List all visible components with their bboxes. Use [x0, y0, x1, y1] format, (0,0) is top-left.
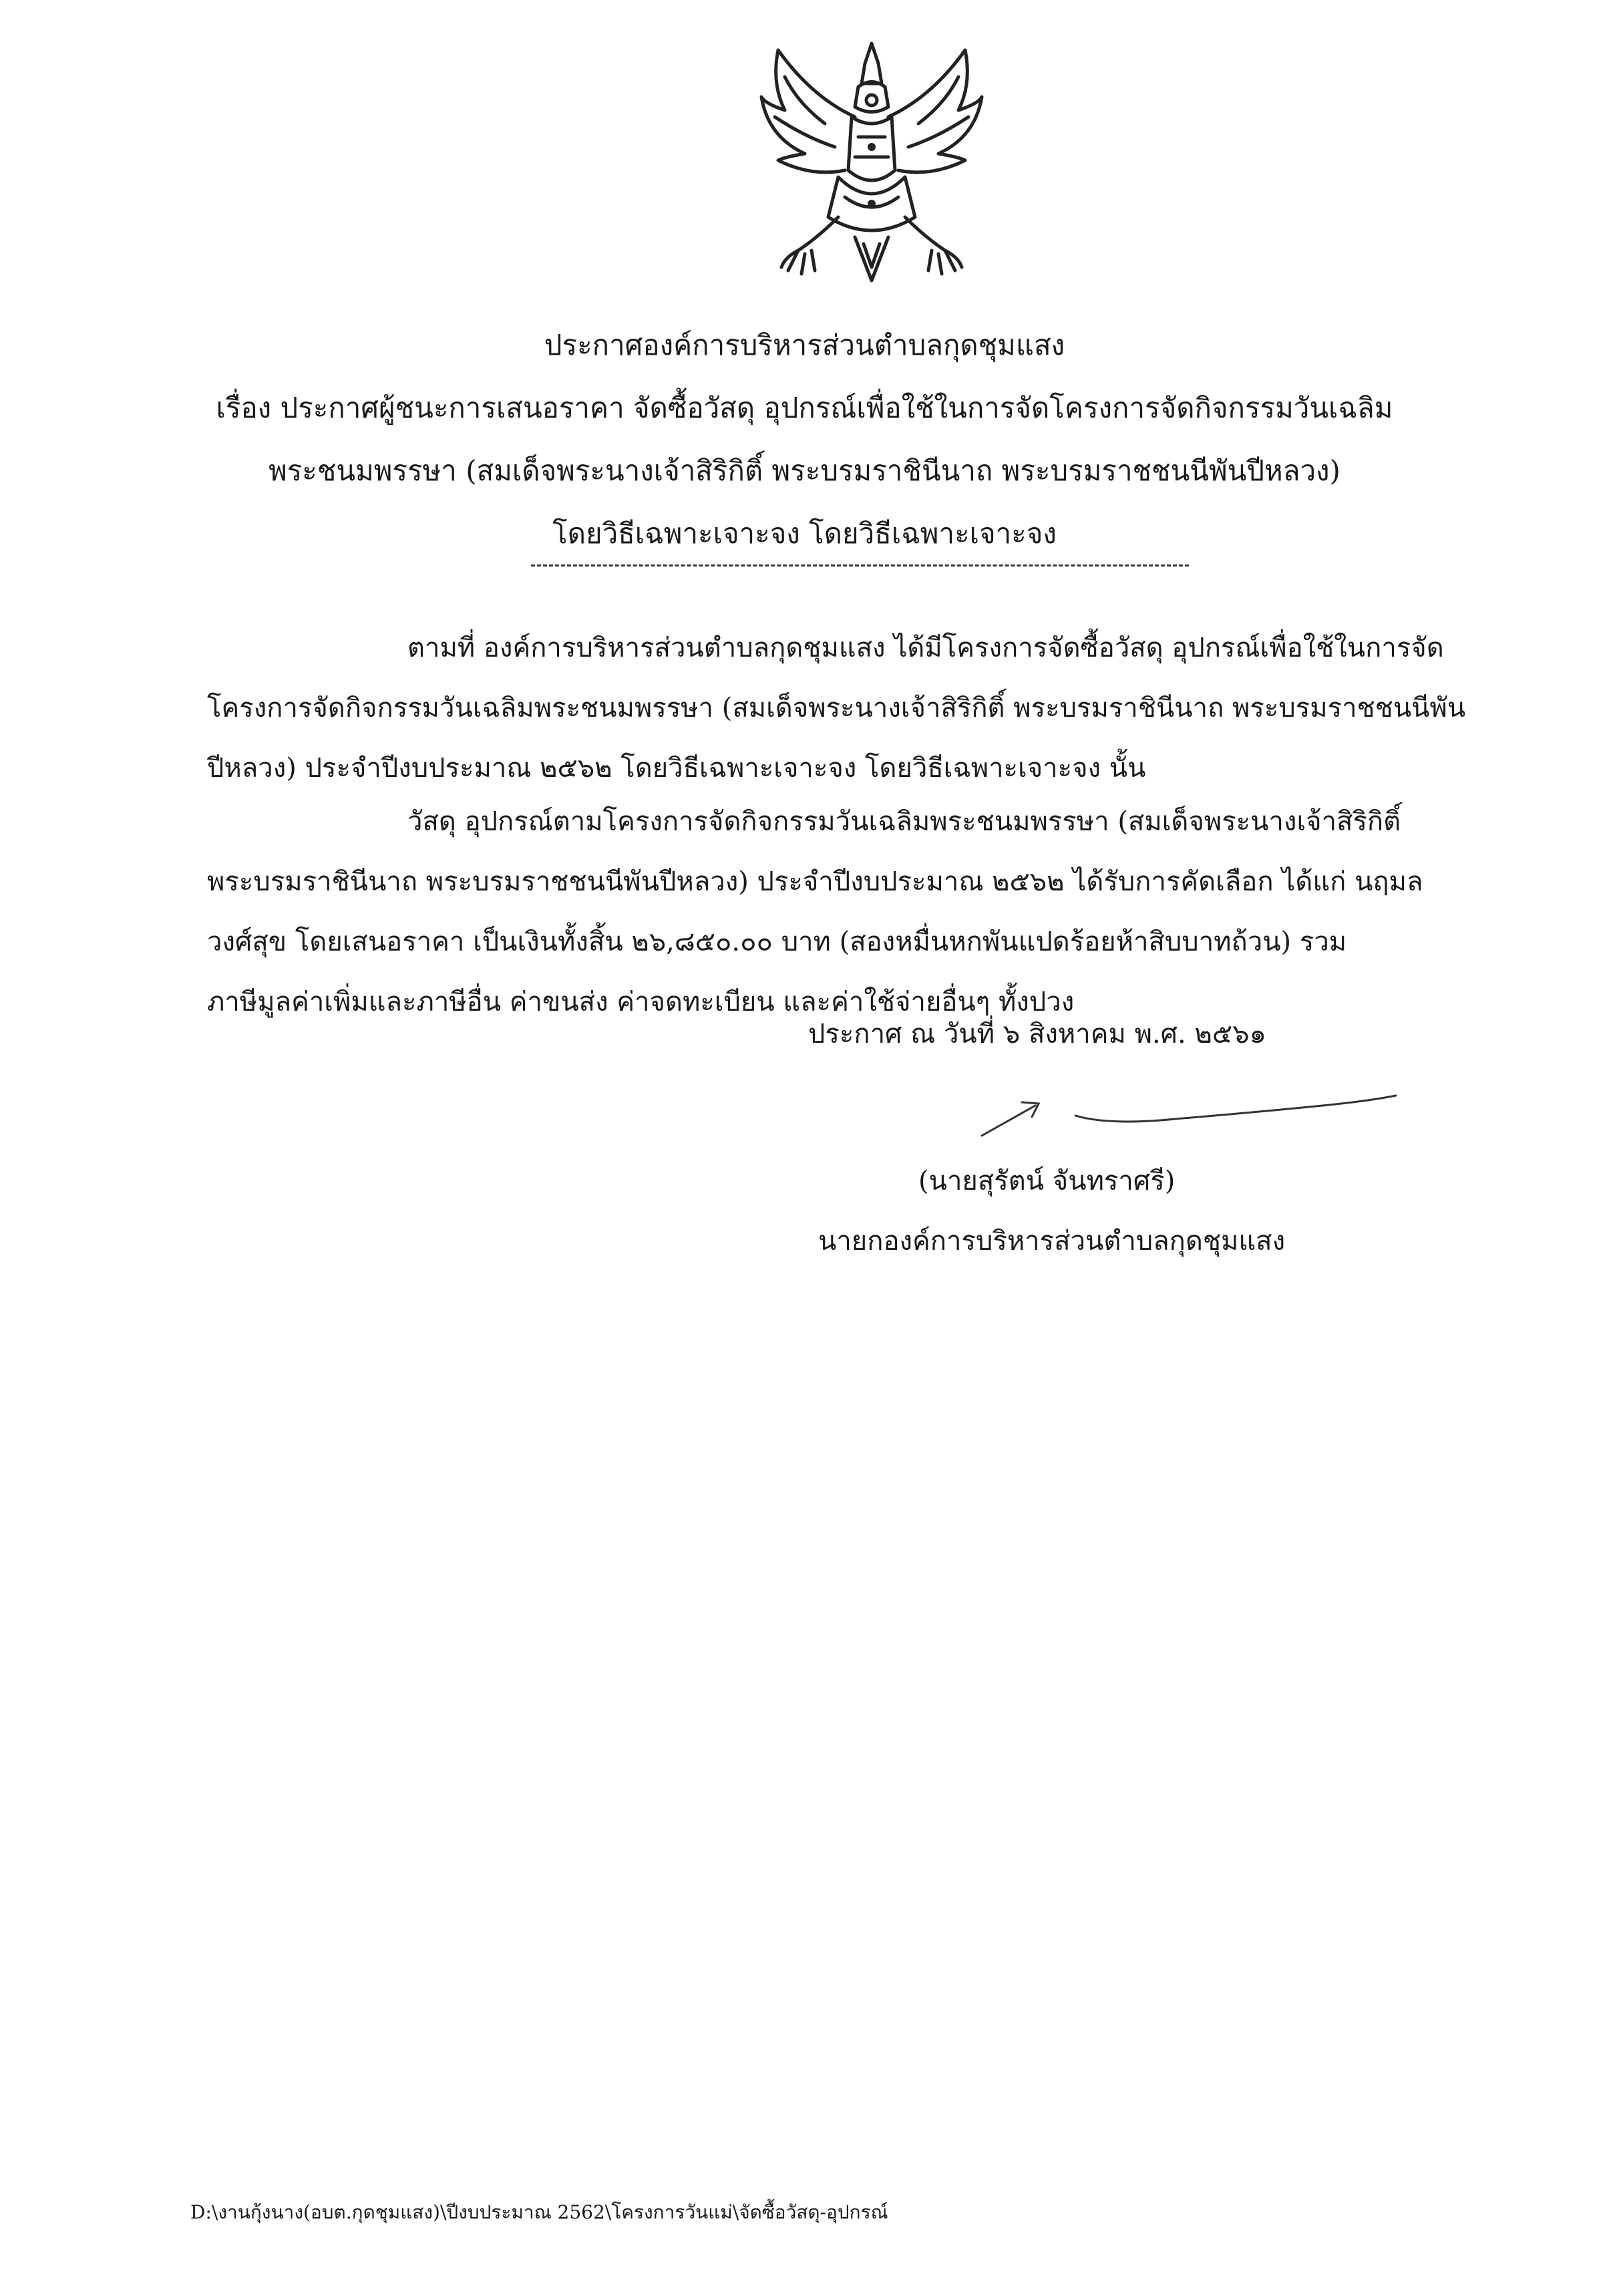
title-line-3: พระชนมพรรษา (สมเด็จพระนางเจ้าสิริกิติ์ พระบรมราชินีนาถ พระบรมราชชนนีพันปีหลวง): [269, 454, 1340, 487]
title-line-4: โดยวิธีเฉพาะเจาะจง โดยวิธีเฉพาะเจาะจง: [552, 517, 1057, 550]
file-path-footer: D:\งานกุ้งนาง(อบต.กุดชุมแสง)\ปีงบประมาณ 2562\โครงการวันแม่\จัดซื้อวัสดุ-อุปกรณ์: [190, 2201, 888, 2223]
paragraph-2-line-2: พระบรมราชินีนาถ พระบรมราชชนนีพันปีหลวง) ประจำปีงบประมาณ ๒๕๖๒ ได้รับการคัดเลือก ได้แก่ นฤมล: [207, 866, 1423, 897]
paragraph-1-line-3: ปีหลวง) ประจำปีงบประมาณ ๒๕๖๒ โดยวิธีเฉพาะเจาะจง โดยวิธีเฉพาะเจาะจง นั้น: [207, 753, 1146, 784]
title-line-1: ประกาศองค์การบริหารส่วนตำบลกุดชุมแสง: [544, 329, 1065, 361]
garuda-emblem-icon: [758, 37, 985, 291]
paragraph-1: [207, 618, 1509, 798]
paragraph-2-line-1: วัสดุ อุปกรณ์ตามโครงการจัดกิจกรรมวันเฉลิมพระชนมพรรษา (สมเด็จพระนางเจ้าสิริกิติ์: [407, 806, 1401, 837]
signer-name: (นายสุรัตน์ จันทราศรี): [918, 1166, 1176, 1196]
paragraph-2: [207, 792, 1509, 1032]
paragraph-1-line-2: โครงการจัดกิจกรรมวันเฉลิมพระชนมพรรษา (สมเด็จพระนางเจ้าสิริกิติ์ พระบรมราชินีนาถ พระบรมราชชนนีพัน: [207, 693, 1466, 723]
paragraph-2-line-3: วงศ์สุข โดยเสนอราคา เป็นเงินทั้งสิ้น ๒๖,๘๕๐.๐๐ บาท (สองหมื่นหกพันแปดร้อยห้าสิบบาทถ้วน) รวม: [207, 927, 1347, 957]
title-line-2: เรื่อง ประกาศผู้ชนะการเสนอราคา จัดซื้อวัสดุ อุปกรณ์เพื่อใช้ในการจัดโครงการจัดกิจกรรมวันเฉลิม: [216, 391, 1393, 424]
divider-line: [531, 564, 1189, 566]
announcement-date: ประกาศ ณ วันที่ ๖ สิงหาคม พ.ศ. ๒๕๖๑: [808, 1019, 1266, 1049]
paragraph-2-line-4: ภาษีมูลค่าเพิ่มและภาษีอื่น ค่าขนส่ง ค่าจดทะเบียน และค่าใช้จ่ายอื่นๆ ทั้งปวง: [207, 987, 1075, 1017]
signer-title: นายกองค์การบริหารส่วนตำบลกุดชุมแสง: [818, 1226, 1286, 1257]
announcement-title: [0, 314, 1609, 565]
handwritten-signature: [975, 1076, 1403, 1149]
paragraph-1-line-1: ตามที่ องค์การบริหารส่วนตำบลกุดชุมแสง ได้มีโครงการจัดซื้อวัสดุ อุปกรณ์เพื่อใช้ในการจัด: [407, 633, 1444, 663]
